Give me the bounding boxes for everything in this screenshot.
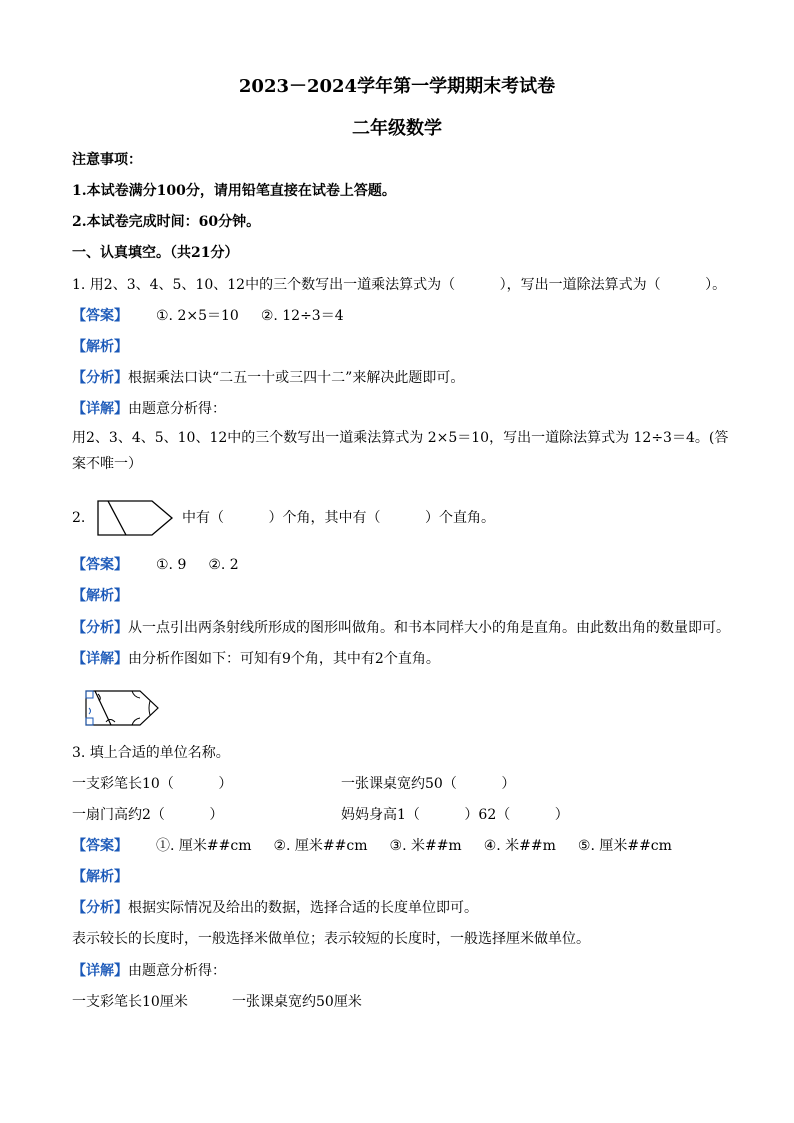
pentagon-angles-figure (84, 689, 162, 729)
answer-item: ②. 2 (208, 557, 239, 573)
detail-text: 由题意分析得： (128, 401, 226, 417)
answer-row (72, 836, 672, 856)
analysis-text: 根据乘法口诀“二五一十或三四十二”来解决此题即可。 (128, 370, 465, 386)
page-subtitle: 二年级数学 (352, 118, 442, 139)
question-1: 1. 用2、3、4、5、10、12中的三个数写出一道乘法算式为（ ），写出一道除法算式为（ ）。 (72, 277, 727, 293)
analysis-row: 【分析】根据乘法口诀“二五一十或三四十二”来解决此题即可。 (72, 370, 465, 386)
question-2-text: 中有（ ）个角，其中有（ ）个直角。 (182, 510, 496, 526)
analysis-row: 【分析】根据实际情况及给出的数据，选择合适的长度单位即可。 (72, 900, 478, 916)
answer-row (72, 306, 344, 326)
detail-answer: 一张课桌宽约50厘米 (232, 994, 362, 1010)
q3-item: 一支彩笔长10（ ） (72, 776, 233, 792)
jiexi-label: 【解析】 (72, 339, 128, 355)
jiexi-label: 【解析】 (72, 588, 128, 604)
analysis-row: 【分析】从一点引出两条射线所形成的图形叫做角。和书本同样大小的角是直角。由此数出角的数量即可。 (72, 620, 730, 636)
detail-text: 由分析作图如下：可知有9个角，其中有2个直角。 (128, 651, 440, 667)
pentagon-figure (96, 498, 176, 538)
detail-text: 由题意分析得： (128, 963, 226, 979)
answer-item: ①. 2×5＝10 (156, 308, 239, 324)
q3-item: 妈妈身高1（ ）62（ ） (341, 807, 569, 823)
jiexi-label: 【解析】 (72, 869, 128, 885)
note-item: 2.本试卷完成时间：60分钟。 (72, 214, 261, 230)
section-heading: 一、认真填空。（共21分） (72, 245, 239, 261)
answer-item: ①. 9 (156, 557, 187, 573)
answer-item: ②. 厘米##cm (273, 838, 368, 854)
note-item: 1.本试卷满分100分，请用铅笔直接在试卷上答题。 (72, 183, 396, 199)
question-2-number: 2. (72, 510, 86, 526)
answer-item: ①. 厘米##cm (156, 838, 252, 854)
answer-row (72, 555, 239, 575)
answer-label: 【答案】 (72, 838, 128, 854)
answer-label: 【答案】 (72, 557, 128, 573)
q3-item: 一扇门高约2（ ） (72, 807, 224, 823)
answer-item: ②. 12÷3＝4 (260, 308, 344, 324)
page-title: 2023－2024学年第一学期期末考试卷 (238, 76, 556, 97)
detail-row: 【详解】由题意分析得： (72, 963, 226, 979)
answer-item: ④. 米##m (483, 838, 556, 854)
analysis-text-2: 表示较长的长度时，一般选择米做单位；表示较短的长度时，一般选择厘米做单位。 (72, 931, 590, 947)
detail-answer: 一支彩笔长10厘米 (72, 994, 188, 1010)
detail-row: 【详解】由题意分析得： (72, 401, 226, 417)
analysis-text: 从一点引出两条射线所形成的图形叫做角。和书本同样大小的角是直角。由此数出角的数量即可。 (128, 620, 730, 636)
detail-row: 【详解】由分析作图如下：可知有9个角，其中有2个直角。 (72, 651, 440, 667)
answer-item: ③. 米##m (389, 838, 462, 854)
answer-item: ⑤. 厘米##cm (577, 838, 672, 854)
q3-item: 一张课桌宽约50（ ） (341, 776, 516, 792)
question-3: 3. 填上合适的单位名称。 (72, 745, 230, 761)
detail-paragraph: 用2、3、4、5、10、12中的三个数写出一道乘法算式为 2×5＝10，写出一道除法算式为 12÷3＝4。(答案不唯一） (72, 430, 729, 472)
answer-label: 【答案】 (72, 308, 128, 324)
notes-heading: 注意事项： (72, 152, 142, 168)
analysis-text: 根据实际情况及给出的数据，选择合适的长度单位即可。 (128, 900, 478, 916)
